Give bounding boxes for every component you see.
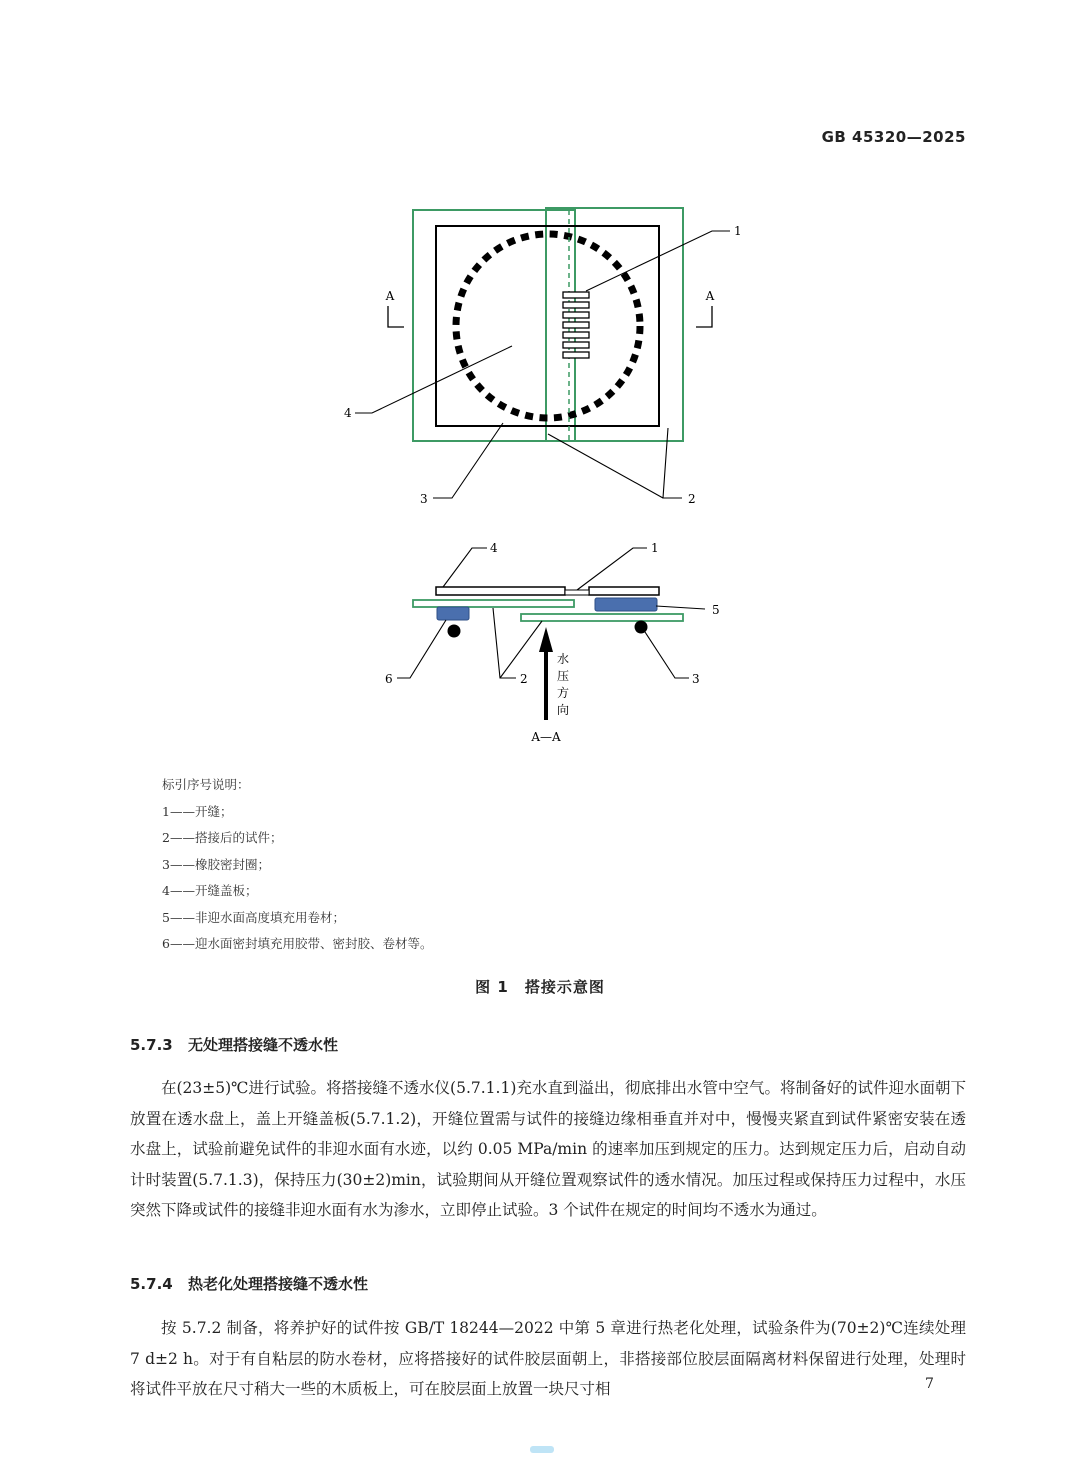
section-label-right: A	[705, 289, 715, 303]
seal-dot-left	[448, 625, 461, 638]
slit-section	[565, 590, 589, 595]
filler-item-5	[595, 598, 657, 611]
pressure-char-3: 方	[557, 686, 570, 700]
leader-2b-section	[500, 621, 542, 678]
section-title: 热老化处理搭接缝不透水性	[188, 1275, 369, 1293]
leader-2a-section	[493, 608, 516, 678]
leader-1-section	[577, 548, 647, 590]
cover-plate-left	[436, 587, 565, 595]
legend-item: 1——开缝；	[162, 803, 233, 819]
section-marker-left	[388, 306, 404, 327]
leader-4-section	[443, 548, 487, 587]
seal-dot-right	[635, 621, 648, 634]
section-number: 5.7.3	[130, 1036, 173, 1054]
legend-item: 5——非迎水面高度填充用卷材；	[162, 909, 345, 925]
legend-item: 3——橡胶密封圈；	[162, 856, 270, 872]
figure-caption: 图 1 搭接示意图	[475, 978, 605, 996]
leader-6-section	[397, 620, 446, 678]
figure-legend	[162, 772, 432, 958]
section-number: 5.7.4	[130, 1275, 173, 1293]
section-marker-right	[696, 306, 712, 327]
section-heading-5-7-3	[130, 1034, 338, 1055]
figure-top-view	[344, 208, 742, 506]
legend-item: 2——搭接后的试件；	[162, 830, 283, 845]
leader-3-section	[645, 632, 689, 678]
page-number: 7	[925, 1376, 934, 1392]
section-caption: A—A	[531, 730, 561, 744]
cover-plate-right	[589, 587, 659, 595]
filler-item-6	[437, 607, 469, 620]
section-label-left: A	[385, 289, 395, 303]
callout-3-section: 3	[692, 672, 700, 686]
legend-item: 6——迎水面密封填充用胶带、密封胶、卷材等。	[162, 936, 433, 951]
pressure-char-1: 水	[557, 652, 570, 666]
section-heading-5-7-4	[130, 1273, 368, 1294]
leader-4-top	[355, 346, 512, 413]
legend-title: 标引序号说明：	[162, 777, 250, 792]
figure-section-view	[385, 541, 720, 744]
pressure-char-4: 向	[557, 703, 570, 717]
callout-4-section: 4	[490, 541, 498, 555]
leader-5-section	[656, 606, 705, 609]
section-paragraph-5-7-3: 在(23±5)℃进行试验。将搭接缝不透水仪(5.7.1.1)充水直到溢出，彻底排出水管中空气。将制备好的试件迎水面朝下放置在透水盘上，盖上开缝盖板(5.7.1.2)，开缝位置需与试件的接缝边缘相垂直并对中，慢慢夹紧直到试件紧密安装在透水盘上，试验前避免试件的非迎水面有水迹，以约 0.05 MPa/min 的速率加压到规定的压力。达到规定压力后，启动自动计时装置(5.7.1.3)，保持压力(30±2)min，试验期间从开缝位置观察试件的透水情况。加压过程或保持压力过程中，水压突然下降或试件的接缝非迎水面有水为渗水，立即停止试验。3 个试件在规定的时间均不透水为通过。	[130, 1079, 966, 1219]
section-title: 无处理搭接缝不透水性	[188, 1036, 339, 1054]
callout-1-section: 1	[651, 541, 659, 555]
pressure-arrow-head	[539, 627, 553, 652]
leader-3-top	[433, 423, 503, 498]
leader-2b-top	[663, 428, 682, 498]
slit-openings	[563, 292, 589, 358]
rubber-seal-ring	[456, 234, 640, 418]
callout-2-top: 2	[688, 492, 696, 506]
leader-2a-top	[548, 434, 663, 498]
specimen-lower	[521, 614, 683, 621]
cover-plate-frame	[436, 226, 659, 426]
specimen-upper	[413, 600, 574, 607]
callout-4-top: 4	[344, 406, 352, 420]
pressure-char-2: 压	[557, 669, 570, 683]
page-marker	[530, 1446, 554, 1453]
callout-2-section: 2	[520, 672, 528, 686]
callout-6-section: 6	[385, 672, 393, 686]
specimen-left	[413, 210, 575, 441]
standard-code: GB 45320—2025	[821, 128, 966, 146]
callout-5-section: 5	[712, 603, 720, 617]
legend-item: 4——开缝盖板；	[162, 883, 258, 898]
callout-1-top: 1	[734, 224, 742, 238]
callout-3-top: 3	[420, 492, 428, 506]
section-paragraph-5-7-4: 按 5.7.2 制备，将养护好的试件按 GB/T 18244—2022 中第 5 章进行热老化处理，试验条件为(70±2)℃连续处理 7 d±2 h。对于有自粘层的防水卷材，应将搭接好的试件胶层面朝上，非搭接部位胶层面隔离材料保留进行处理，处理时将试件平放在尺寸稍大一些的木质板上，可在胶层面上放置一块尺寸相	[130, 1319, 966, 1398]
